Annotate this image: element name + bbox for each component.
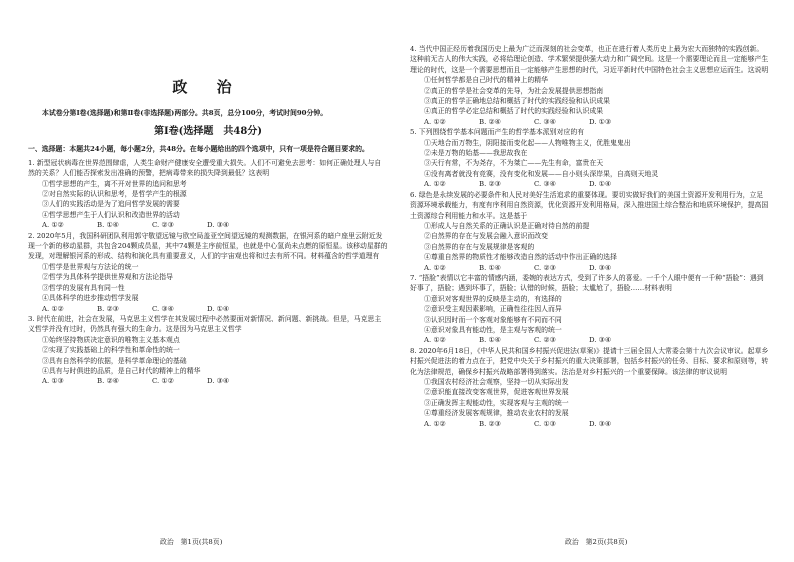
question-option: ①形成人与自然关系的正确认识是正确对待自然的前提 — [424, 221, 590, 230]
question-option: ②对自然实际的认识和思考，是哲学产生的根源 — [42, 190, 187, 199]
question-option: ④尊重自然界的物质性才能够改造自然的活动中作出正确的选择 — [424, 253, 617, 262]
answer-choice[interactable]: D. ③④ — [207, 377, 230, 386]
question-option: ②哲学为具体科学提供世界观和方法论指导 — [42, 273, 173, 282]
question-option: ③具有自然科学的依据，是科学革命理论的基础 — [42, 356, 187, 365]
question-stem: 1. 新型冠状病毒在世界范围肆虐，人类生命财产健康安全遭受重大损失。人们不可避免去思考：如何正确处理人与自然的关系？人们能否探索发出准确的预警，把病毒带来的损失降到最低？这表明 — [28, 158, 382, 178]
question-option: ①我国农村经济社会观察，坚持一切从实际出发 — [424, 378, 569, 386]
answer-choice[interactable]: C. ③④ — [152, 304, 174, 313]
answer-choice[interactable]: B. ①④ — [479, 336, 501, 345]
question-option: ①哲学思想的产生，离不开对世界的追问和思考 — [42, 179, 187, 188]
answer-choice[interactable]: B. ①④ — [97, 221, 119, 230]
answer-choice[interactable]: A. ①② — [424, 336, 446, 345]
answer-choice[interactable]: C. ③④ — [534, 117, 556, 126]
question-stem: 4. 当代中国正经历着我国历史上最为广泛而深刻的社会变革，也正在进行着人类历史上最为宏大而独特的实践创新。这种前无古人的伟大实践，必将给理论创造、学术繁荣提供强大动力和广阔空间。这是一个需要理论而且一定能够产生理论的时代，这是一个需要思想而且一定能够产生思想的时代，习近平新时代中国特色社会主义思想应运而生。这说明 — [410, 45, 769, 74]
question-option: ③天行有常，不为尧存，不为桀亡——先生有命，富贵在天 — [424, 159, 604, 168]
answer-choice[interactable]: D. ③④ — [589, 419, 612, 428]
answer-choice[interactable]: B. ②③ — [479, 419, 501, 428]
question-option: ①哲学是世界观与方法论的统一 — [42, 262, 139, 271]
question-option: ④意识对象具有能动性，是主观与客观的统一 — [424, 325, 562, 334]
answer-choices — [28, 304, 388, 314]
answer-choice[interactable]: A. ①③ — [42, 377, 64, 386]
question-option: ③认识因时而一个客观对象能够有不同而不同 — [424, 315, 562, 324]
question — [410, 190, 770, 273]
answer-choice[interactable]: A. ①② — [42, 304, 64, 313]
question-option: ③正确发挥主观能动性，实现客观与主观的统一 — [424, 398, 569, 407]
answer-choice[interactable]: A. ①② — [424, 263, 446, 272]
left-column — [28, 40, 388, 387]
paper-title: 政 治 — [172, 78, 244, 96]
answer-choices — [410, 179, 770, 189]
question-option: ③真正的哲学正确地总结和概括了时代的实践经验和认识成果 — [424, 97, 611, 106]
question — [410, 44, 770, 127]
question-option: ②真正的哲学是社会变革的先导，为社会发展提供思想指南 — [424, 86, 604, 95]
question-option: ③人们的实践活动是为了追问哲学发展的需要 — [42, 200, 180, 209]
question-option: ③自然界的存在与发展规律是客观的 — [424, 242, 535, 251]
question-stem: 3. 时代在前进，社会在发展，马克思主义哲学在其发展过程中必然要面对新情况、新问题、新挑战。但是，马克思主义哲学并没有过时，仍然具有强大的生命力。这是因为马克思主义哲学 — [28, 314, 382, 334]
answer-choices — [410, 117, 770, 127]
answer-choice[interactable]: B. ②③ — [479, 180, 501, 189]
answer-choice[interactable]: C. ②③ — [152, 221, 174, 230]
answer-choice[interactable]: A. ①② — [42, 221, 64, 230]
question-option: ②实现了实践基础上的科学性和革命性的统一 — [42, 346, 180, 355]
answer-choices — [410, 419, 770, 429]
answer-choice[interactable]: B. ②④ — [97, 377, 119, 386]
question-option: ④真正的哲学必定总结和概括了时代的实践经验和认识成果 — [424, 107, 604, 116]
question-option: ④没有离者就没有竞赛，没有变化和发展——自小则头深岸果，自高则天地灵 — [424, 169, 659, 178]
question-option: ②意识能直接改变客观世界，促进客观世界发展 — [424, 388, 569, 397]
question-stem: 7. “捂脸”表情以它丰富的情感内涵，委婉的表达方式，受到了许多人的喜爱。一千个人眼中便有一千种“捂脸”：遇到好事了，捂脸；遇到坏事了，捂脸；认错的时候，捂脸；太尴尬了，捂脸……材料表明 — [410, 273, 764, 293]
question-stem: 5. 下列围绕哲学基本问题而产生的哲学基本派别对应的有 — [410, 128, 585, 137]
question-option: ④具体科学的进步推动哲学发展 — [42, 294, 139, 303]
answer-choice[interactable]: C. ③④ — [534, 180, 556, 189]
answer-choice[interactable]: D. ①④ — [589, 180, 612, 189]
page-footer-1: 政治 第1页(共8页) — [160, 538, 223, 546]
question — [410, 127, 770, 189]
question — [28, 314, 388, 387]
answer-choice[interactable]: C. ②③ — [534, 263, 556, 272]
answer-choice[interactable]: D. ③④ — [589, 336, 612, 345]
question-option: ②意识受主观因素影响，正确性往往因人而异 — [424, 305, 562, 314]
question — [28, 158, 388, 231]
section-title: 第Ⅰ卷(选择题 共48分) — [153, 126, 263, 138]
question-list-left — [28, 158, 388, 387]
answer-choices — [410, 335, 770, 345]
answer-choice[interactable]: C. ①③ — [534, 419, 556, 428]
question-option: ④尊重经济发展客观规律，推动农业农村的发展 — [424, 409, 569, 418]
answer-choice[interactable]: A. ①② — [424, 117, 446, 126]
answer-choices — [28, 220, 388, 230]
question-list-right — [410, 44, 770, 429]
page-footer-2: 政治 第2页(共8页) — [565, 538, 628, 546]
question — [410, 273, 770, 346]
instructions: 一、选择题：本题共24小题，每小题2分，共48分。在每小题给出的四个选项中，只有一项是符合题目要求的。 — [28, 145, 369, 154]
paper-intro: 本试卷分第Ⅰ卷(选择题)和第Ⅱ卷(非选择题)两部分。共8页，总分100分，考试时间90分钟。 — [42, 109, 328, 117]
question-option: ②自然界的存在与发展会融入意识而改变 — [424, 232, 549, 241]
answer-choice[interactable]: B. ②③ — [97, 304, 119, 313]
answer-choice[interactable]: B. ②④ — [479, 117, 501, 126]
question-option: ①意识对客观世界的反映是主动的，有选择的 — [424, 294, 562, 303]
answer-choice[interactable]: D. ①④ — [207, 304, 230, 313]
question-option: ③哲学的发展有具有同一性 — [42, 283, 125, 292]
answer-choice[interactable]: B. ①④ — [479, 263, 501, 272]
answer-choice[interactable]: D. ③④ — [589, 263, 612, 272]
right-column — [410, 44, 770, 429]
answer-choices — [410, 263, 770, 273]
question-option: ①任何哲学都是自己时代的精神上的精华 — [424, 76, 549, 85]
answer-choice[interactable]: A. ①② — [424, 180, 446, 189]
answer-choices — [28, 376, 388, 386]
answer-choice[interactable]: D. ①③ — [589, 117, 612, 126]
question-stem: 6. 绿色是永续发展的必要条件和人民对美好生活追求的重要体现。要切实做好我们的美国土资源开发利用行为，立足资源环境承载能力，有度有序利用自然资源，优化资源开发利用格局，深入推进国土综合整治和地质环境保护，提高国土资源综合利用能力和水平。这是基于 — [410, 190, 769, 220]
question-stem: 8. 2020年6月18日，《中华人民共和国乡村振兴促进法(草案)》提请十三届全国人大常委会第十九次会议审议。起草乡村振兴促进法的着力点在于，把党中央关于乡村振兴的重大决策部署，包括乡村振兴的任务、目标、要求和原则等，转化为法律规范，确保乡村振兴战略部署得到落实。法治是对乡村振兴的一个重要保障。该法律的审议说明 — [410, 346, 769, 376]
question-option: ④具有与时俱进的品质，是自己时代的精神上的精华 — [42, 366, 201, 375]
answer-choice[interactable]: C. ②③ — [534, 336, 556, 345]
answer-choice[interactable]: C. ①② — [152, 377, 174, 386]
question-option: ②未是万物的始基——我思故我在 — [424, 149, 528, 158]
question-option: ①天地合而万物生，阴阳接而变化起——人物唯物主义，优胜鬼鬼出 — [424, 138, 631, 147]
question-stem: 2. 2020年5月，我国科研团队利用郭守敬望远镜与欧空局盖亚空间望远镜的观测数据，在银河系的暗户座里云附近发现一个新的移动星群，共包含204颗成员星，其中74颗是主序前恒星，也就是中心氢尚未点燃的原恒星。该移动星群的发现，对理解银河系的形成、结构和演化具有重要意义，人们的宇宙观也将和过去有所不同。材料蕴含的哲学道理有 — [28, 231, 388, 261]
answer-choice[interactable]: A. ①② — [424, 419, 446, 428]
question — [410, 346, 770, 429]
question-option: ①始终坚持物质决定意识的唯物主义基本观点 — [42, 335, 180, 344]
answer-choice[interactable]: D. ③④ — [207, 221, 230, 230]
question-option: ④哲学思想产生于人们认识和改造世界的活动 — [42, 210, 180, 219]
question — [28, 231, 388, 314]
